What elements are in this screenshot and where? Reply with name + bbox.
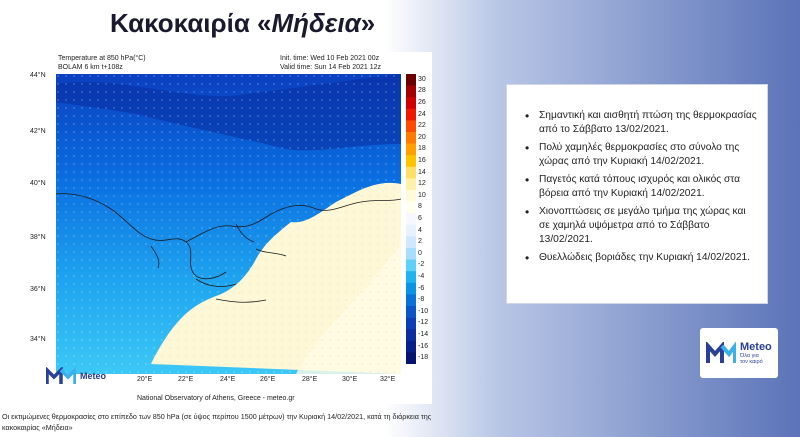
colorbar-tick-label: -16 [418,342,429,350]
map-header-model: BOLAM 6 km t+108z [58,64,123,71]
colorbar-tick-label: 24 [418,110,426,118]
key-point: • Θυελλώδεις βοριάδες την Κυριακή 14/02/2021. [525,251,751,265]
colorbar-segment [406,178,416,190]
key-point: • Παγετός κατά τόπους ισχυρός και ολικός στα βόρεια από την Κυριακή 14/02/2021. [525,173,741,199]
colorbar-segment [406,132,416,144]
map-header-valid-time: Valid time: Sun 14 Feb 2021 12z [280,64,382,71]
bullet-icon: • [525,109,530,123]
bullet-icon: • [525,173,530,187]
key-point: • Σημαντική και αισθητή πτώση της θερμοκρασίας από το Σάββατο 13/02/2021. [525,109,757,135]
colorbar-segment [406,167,416,179]
map-caption: Οι εκτιμώμενες θερμοκρασίες στο επίπεδο των 850 hPa (σε ύψος περίπου 1500 μέτρων) την Κυριακή 14/02/2021, κατά τη διάρκεια της κακοκαιρίας «Μήδεια» [2,412,432,432]
lon-label: 26°E [260,376,276,383]
colorbar-segment [406,283,416,295]
corner-logo-name: Meteo [740,340,772,353]
colorbar-tick-label: 6 [418,215,422,222]
colorbar-tick-label: -6 [418,284,425,292]
key-points-box [506,84,768,304]
colorbar-segment [406,248,416,260]
temperature-map-panel [30,52,432,404]
meteo-map-logo [46,367,106,385]
colorbar-segment [406,213,416,225]
colorbar-segment [406,120,416,132]
colorbar-tick-label: 14 [418,168,426,176]
colorbar-tick-label: 20 [418,133,426,141]
meteo-logo-icon [46,367,76,385]
temperature-map [56,74,401,374]
lon-label: 28°E [302,376,318,383]
bullet-icon: • [525,205,530,219]
colorbar-tick-label: -18 [418,354,429,362]
corner-logo-tagline-2: τον καιρό [740,358,763,365]
colorbar-tick-label: 26 [418,99,426,106]
lat-label: 40°N [30,180,46,187]
colorbar-segment [406,260,416,272]
colorbar-tick-label: -2 [418,261,425,269]
lon-label: 30°E [342,376,358,383]
map-header-init-time: Init. time: Wed 10 Feb 2021 00z [280,55,380,62]
colorbar-segment [406,74,416,86]
colorbar-segment [406,341,416,353]
colorbar-tick-label: 22 [418,122,426,130]
slide-title [110,8,375,39]
colorbar-tick-label: 4 [418,226,422,234]
colorbar-tick-label: 18 [418,145,426,153]
title-name: Μήδεια [271,8,361,38]
colorbar-tick-label: -10 [418,307,429,315]
meteo-logo-text: Meteo [80,371,107,381]
colorbar-tick-label: -14 [418,331,429,338]
colorbar-segment [406,202,416,214]
colorbar-tick-label: -12 [418,319,429,327]
colorbar-tick-label: 2 [418,238,422,246]
key-point: • Χιονοπτώσεις σε μεγάλο τμήμα της χώρας και σε χαμηλά υψόμετρα από το Σάββατο 13/02/2021. [525,205,746,245]
colorbar-tick-label: -4 [418,273,425,280]
title-suffix: » [360,8,376,38]
meteo-logo-icon [706,342,736,364]
corner-logo-tagline-1: Όλα για [740,352,759,359]
colorbar-segment [406,144,416,156]
map-header-variable: Temperature at 850 hPa(°C) [58,55,146,62]
key-points-list [525,109,757,265]
map-copyright: National Observatory of Athens, Greece - meteo.gr [137,395,295,402]
lat-label: 36°N [30,286,46,293]
key-point: • Πολύ χαμηλές θερμοκρασίες στο σύνολο της χώρας από την Κυριακή 14/02/2021. [525,141,740,167]
colorbar-segment [406,86,416,98]
lat-label: 44°N [30,72,46,79]
title-prefix: Κακοκαιρία « [110,8,272,38]
lon-label: 32°E [380,376,396,383]
colorbar-tick-label: -8 [418,296,425,304]
bullet-icon: • [525,251,530,265]
lon-label: 24°E [220,376,236,383]
colorbar-segment [406,329,416,341]
colorbar-segment [406,306,416,318]
meteo-corner-logo [700,328,778,378]
colorbar-segment [406,155,416,167]
colorbar-tick-label: 12 [418,180,426,188]
lat-label: 34°N [30,336,46,343]
colorbar-segment [406,294,416,306]
colorbar-segment [406,318,416,330]
colorbar-tick-label: 16 [418,157,426,164]
colorbar-segment [406,109,416,121]
lon-label: 20°E [137,376,153,383]
colorbar-tick-label: 0 [418,249,422,257]
colorbar-segment [406,271,416,283]
colorbar-tick-label: 28 [418,87,426,95]
colorbar-segment [406,190,416,202]
colorbar-tick-label: 10 [418,191,426,199]
temperature-colorbar [406,74,416,364]
colorbar-tick-label: 8 [418,203,422,211]
bullet-icon: • [525,141,530,155]
colorbar-segment [406,225,416,237]
lon-label: 22°E [178,376,194,383]
lat-label: 38°N [30,234,46,241]
colorbar-segment [406,352,416,364]
colorbar-segment [406,97,416,109]
colorbar-segment [406,236,416,248]
lat-label: 42°N [30,128,46,135]
colorbar-tick-label: 30 [418,75,426,83]
